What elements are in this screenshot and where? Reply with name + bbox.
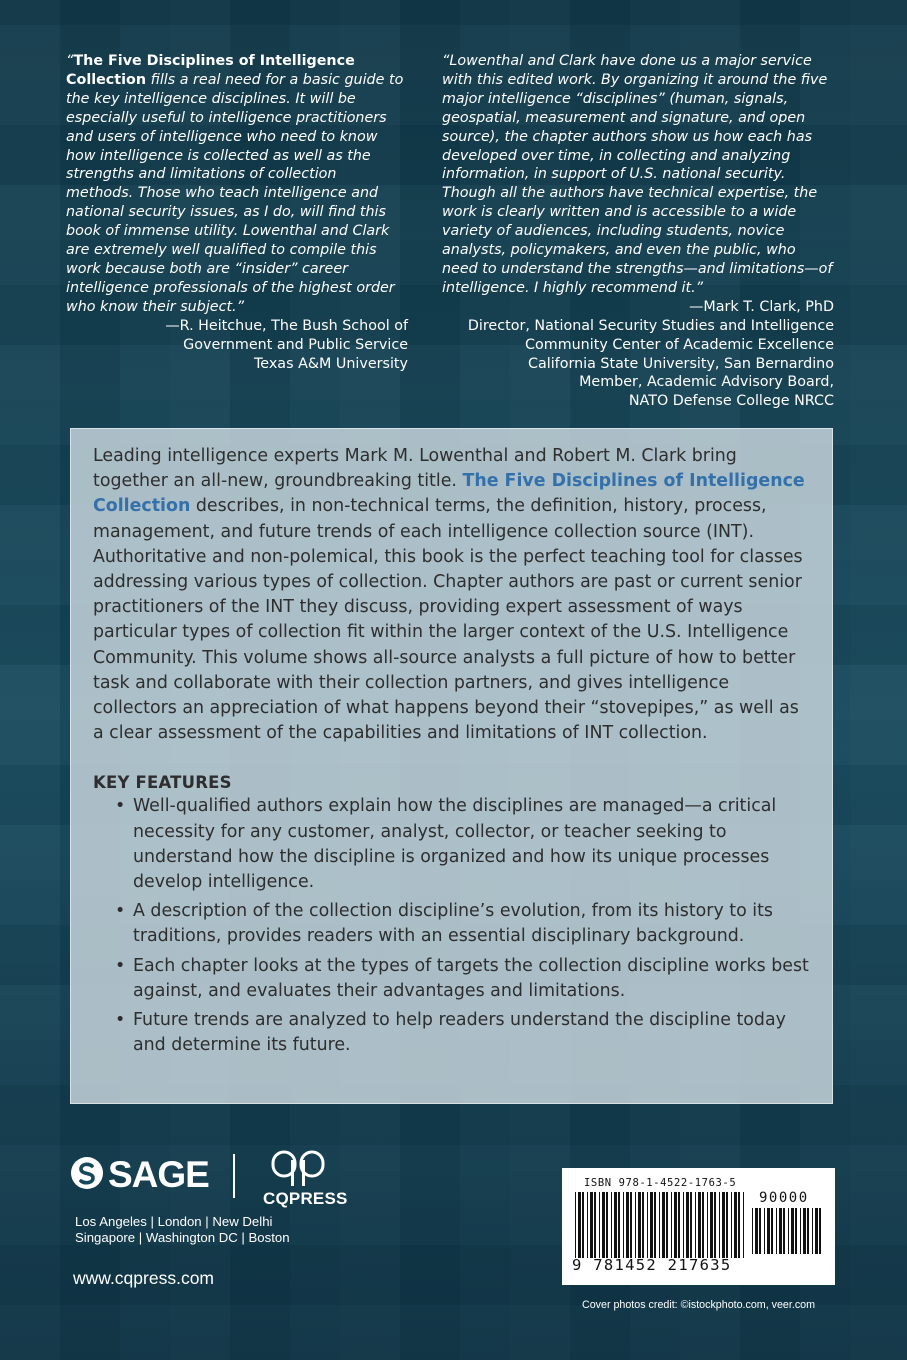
- key-features-list: [93, 794, 810, 1058]
- barcode-bar: [647, 1192, 648, 1258]
- barcode-bar: [731, 1192, 732, 1258]
- barcode-bar: [714, 1192, 716, 1258]
- barcode-bar: [788, 1208, 789, 1254]
- attribution-line: California State University, San Bernardino: [527, 355, 834, 372]
- attribution-line: Director, National Security Studies and Intelligence: [467, 317, 834, 334]
- barcode-bar: [807, 1208, 809, 1254]
- barcode-bar: [618, 1192, 620, 1258]
- barcode-bar: [623, 1192, 624, 1258]
- photo-credit: Cover photos credit: ©istockphoto.com, veer.com: [582, 1299, 816, 1311]
- publisher-website: www.cqpress.com: [73, 1268, 215, 1288]
- barcode-bar: [678, 1192, 680, 1258]
- publisher-locations: [75, 1214, 290, 1246]
- description-body: describes, in non-technical terms, the definition, history, process, management, and future trends of each intelligence collection source (INT). Authoritative and non-polemical, this book is the perfect teaching tool for classes addressing various types of collection. Chapter authors are past or current senior practitioners of the INT they discuss, providing expert assessment of ways particular types of collection fit within the larger context of the U.S. Intelligence Community. This volume shows all-source analysts a full picture of how to better task and collaborate with their collection partners, and gives intelligence collectors an appreciation of what happens beyond their “stovepipes,” as well as a clear assessment of the capabilities and limitations of INT collection.: [93, 496, 803, 744]
- barcode-bar: [702, 1192, 704, 1258]
- barcode-bar: [759, 1208, 761, 1254]
- barcode-bar: [659, 1192, 660, 1258]
- barcode-bar: [611, 1192, 612, 1258]
- endorsement-quote-left: “The Five Disciplines of Intelligence Collection fills a real need for a basic guide to the key intelligence disciplines. It will be especially useful to intelligence practitioners and users of intelligence who need to know how intelligence is collected as well as the strengths and limitations of collection methods. Those who teach intelligence and national security issues, as I do, will find this book of immense utility. Lowenthal and Clark are extremely well qualified to compile this work because both are “insider” career intelligence professionals of the highest order who know their subject.” —R. Heitchue, The Bush School of Government and Public Service Texas A&M University: [66, 53, 408, 372]
- attribution-line: NATO Defense College NRCC: [628, 393, 834, 410]
- barcode-bar: [743, 1192, 744, 1258]
- barcode-bar: [674, 1192, 677, 1258]
- barcode-bar: [626, 1192, 629, 1258]
- barcode-bar: [606, 1192, 608, 1258]
- locations-line: Los Angeles | London | New Delhi: [75, 1214, 273, 1229]
- barcode-bar: [764, 1208, 765, 1254]
- barcode-bar: [755, 1208, 758, 1254]
- feature-item: • Each chapter looks at the types of targets the collection discipline works best against, and evaluates their advantages and limitations.: [115, 954, 810, 1004]
- sage-logo-text: SAGE: [108, 1154, 209, 1195]
- barcode-bar: [719, 1192, 720, 1258]
- barcode-bar: [776, 1208, 777, 1254]
- barcode-bar: [812, 1208, 813, 1254]
- isbn-barcode: [562, 1168, 835, 1285]
- barcode-bar: [738, 1192, 740, 1258]
- attribution-line: —R. Heitchue, The Bush School of: [165, 317, 408, 334]
- barcode-bar: [638, 1192, 641, 1258]
- cq-press-logo-text: CQPRESS: [263, 1189, 348, 1208]
- barcode-bar: [602, 1192, 605, 1258]
- attribution-line: Government and Public Service: [183, 336, 408, 353]
- barcode-bar: [783, 1208, 785, 1254]
- barcode-bar: [726, 1192, 728, 1258]
- addon-price-digits: 90000: [759, 1190, 809, 1206]
- book-title-highlight: The Five Disciplines of Intelligence Collection: [93, 471, 805, 517]
- barcode-bar: [671, 1192, 672, 1258]
- description-intro: Leading intelligence experts Mark M. Lowenthal and Robert M. Clark bring together an all-new, groundbreaking title.: [93, 446, 737, 492]
- barcode-bar: [698, 1192, 701, 1258]
- barcode-bar: [666, 1192, 668, 1258]
- barcode-bar: [650, 1192, 653, 1258]
- barcode-bar: [578, 1192, 581, 1258]
- ean-barcode-bars: [575, 1192, 747, 1258]
- barcode-bar: [803, 1208, 806, 1254]
- barcode-bar: [614, 1192, 617, 1258]
- attribution-line: Community Center of Academic Excellence: [525, 336, 834, 353]
- addon-barcode-bars: [752, 1208, 824, 1254]
- barcode-bar: [734, 1192, 737, 1258]
- barcode-bar: [819, 1208, 821, 1254]
- logo-divider: [233, 1154, 235, 1198]
- barcode-bar: [683, 1192, 684, 1258]
- barcode-bar: [594, 1192, 596, 1258]
- barcode-bar: [695, 1192, 696, 1258]
- quote-text: Lowenthal and Clark have done us a major service with this edited work. By organizing it around the five major intelligence “disciplines” (human, signals, geospatial, measurement and signature, and open source), the chapter authors show us how each has developed over time, in collecting and analyzing information, in support of U.S. national security. Though all the authors have technical expertise, the work is clearly written and is accessible to a wide variety of audiences, including students, novice analysts, policymakers, and even the public, who need to understand the strengths—and limitations—of intelligence. I highly recommend it.”: [442, 53, 833, 296]
- barcode-bar: [722, 1192, 725, 1258]
- attribution-line: Texas A&M University: [254, 355, 408, 372]
- barcode-bar: [707, 1192, 708, 1258]
- attribution-line: Member, Academic Advisory Board,: [579, 374, 834, 391]
- barcode-bar: [587, 1192, 588, 1258]
- barcode-bar: [654, 1192, 656, 1258]
- barcode-bar: [752, 1208, 753, 1254]
- barcode-bar: [590, 1192, 593, 1258]
- feature-item: • Future trends are analyzed to help readers understand the discipline today and determine its future.: [115, 1008, 810, 1058]
- barcode-bar: [800, 1208, 801, 1254]
- book-description: [93, 444, 810, 746]
- isbn-label: ISBN 978-1-4522-1763-5: [584, 1177, 737, 1189]
- endorsement-quote-right: “Lowenthal and Clark have done us a major service with this edited work. By organizing it around the five major intelligence “disciplines” (human, signals, geospatial, measurement and signature, and open source), the chapter authors show us how each has developed over time, in collecting and analyzing information, in support of U.S. national security. Though all the authors have technical expertise, the work is clearly written and is accessible to a wide variety of audiences, including students, novice analysts, policymakers, and even the public, who need to understand the strengths—and limitations—of intelligence. I highly recommend it.” —Mark T. Clark, PhD Director, National Security Studies and Intelligence Community Center of Academic Excellence California State University, San Bernardino Member, Academic Advisory Board, NATO Defense College NRCC: [442, 53, 834, 410]
- attribution-line: —Mark T. Clark, PhD: [689, 298, 834, 315]
- barcode-bar: [630, 1192, 632, 1258]
- barcode-bar: [771, 1208, 773, 1254]
- barcode-bar: [662, 1192, 665, 1258]
- barcode-bar: [582, 1192, 584, 1258]
- quote-text: fills a real need for a basic guide to the key intelligence disciplines. It will be especially useful to intelligence practitioners and users of intelligence who need to know how intelligence is collected as well as the strengths and limitations of collection methods. Those who teach intelligence and national security issues, as I do, will find this book of immense utility. Lowenthal and Clark are extremely well qualified to compile this work because both are “insider” career intelligence professionals of the highest order who know their subject.”: [66, 71, 404, 315]
- barcode-bar: [767, 1208, 770, 1254]
- locations-line: Singapore | Washington DC | Boston: [75, 1230, 290, 1245]
- barcode-bar: [642, 1192, 644, 1258]
- barcode-bar: [710, 1192, 713, 1258]
- ean-digits: 9 781452 217635: [572, 1256, 732, 1274]
- feature-item: • A description of the collection discipline’s evolution, from its history to its traditions, provides readers with an essential disciplinary background.: [115, 899, 810, 949]
- quote-attribution: [66, 317, 408, 374]
- barcode-bar: [635, 1192, 636, 1258]
- feature-item: • Well-qualified authors explain how the disciplines are managed—a critical necessity for any customer, analyst, collector, or teacher seeking to understand how the discipline is organized and how its unique processes develop intelligence.: [115, 794, 810, 895]
- description-panel: [70, 428, 833, 1104]
- sage-logo-icon: [70, 1156, 104, 1190]
- cq-press-logo-icon: [271, 1148, 325, 1188]
- barcode-bar: [815, 1208, 818, 1254]
- barcode-bar: [779, 1208, 782, 1254]
- barcode-bar: [791, 1208, 794, 1254]
- barcode-bar: [795, 1208, 797, 1254]
- barcode-bar: [575, 1192, 576, 1258]
- barcode-bar: [686, 1192, 689, 1258]
- quote-attribution: [442, 298, 834, 411]
- book-title-bold: The Five Disciplines of Intelligence Collection: [66, 53, 355, 88]
- barcode-bar: [599, 1192, 600, 1258]
- barcode-bar: [690, 1192, 692, 1258]
- publisher-logos: [70, 1148, 348, 1212]
- key-features-heading: KEY FEATURES: [93, 773, 232, 793]
